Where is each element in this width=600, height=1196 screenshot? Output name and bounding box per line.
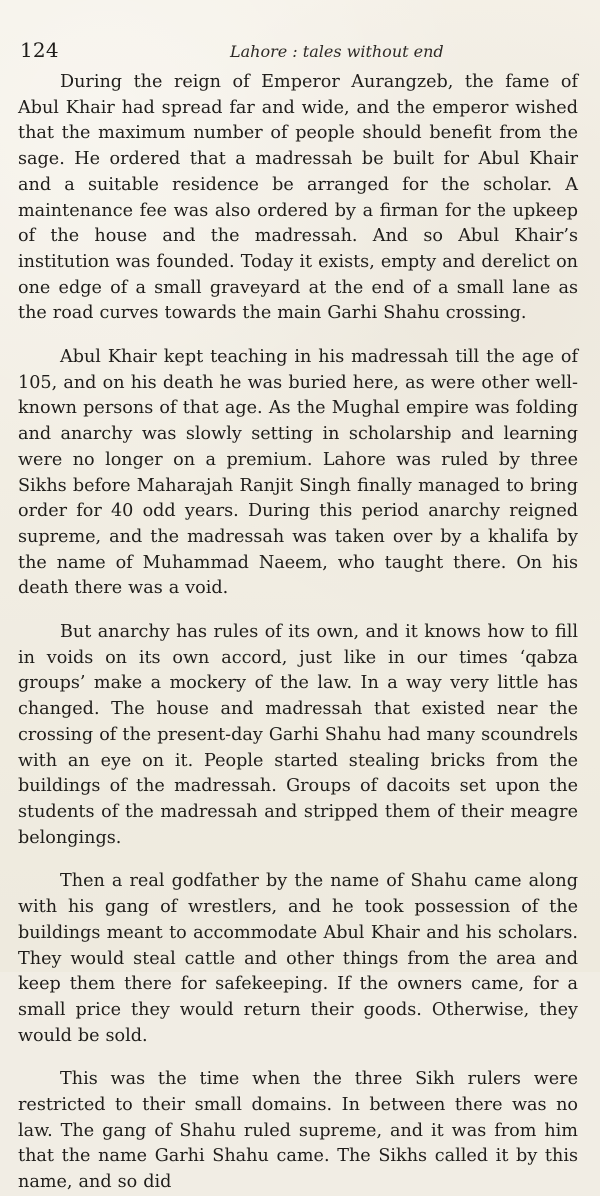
paragraph-3: But anarchy has rules of its own, and it knows how to fill in voids on its own accord, just like in our times ‘qabza groups’ make a mockery of the law. In a way very little has changed. The house and madressah that existed near the crossing of the present-day Garhi Shahu had many scoundrels with an eye on it. People started stealing bricks from the buildings of the madressah. Groups of dacoits set upon the students of the madressah and stripped them of their meagre belongings. bbox=[18, 622, 578, 848]
paragraph-5: This was the time when the three Sikh rulers were restricted to their small domains. In between there was no law. The gang of Shahu ruled supreme, and it was from him that the name Garhi Shahu came. The Sikhs called it by this name, and so did bbox=[18, 1069, 578, 1193]
paragraph-4: Then a real godfather by the name of Shahu came along with his gang of wrestlers, and he took possession of the buildings meant to accommodate Abul Khair and his scholars. They would steal cattle and other things from the area and keep them there for safekeeping. If the owners came, for a small price they would return their goods. Otherwise, they would be sold. bbox=[18, 871, 578, 1046]
running-head: Lahore : tales without end bbox=[230, 42, 444, 61]
page-number: 124 bbox=[20, 38, 59, 62]
page-content bbox=[18, 70, 578, 1196]
paragraph-2: Abul Khair kept teaching in his madressah till the age of 105, and on his death he was buried here, as were other well-known persons of that age. As the Mughal empire was folding and anarchy was slowly setting in scholarship and learning were no longer on a premium. Lahore was ruled by three Sikhs before Maharajah Ranjit Singh finally managed to bring order for 40 odd years. During this period anarchy reigned supreme, and the madressah was taken over by a khalifa by the name of Muhammad Naeem, who taught there. On his death there was a void. bbox=[18, 347, 578, 599]
page-header bbox=[20, 38, 578, 62]
paragraph-1: During the reign of Emperor Aurangzeb, the fame of Abul Khair had spread far and wide, and the emperor wished that the maximum number of people should benefit from the sage. He ordered that a madressah be built for Abul Khair and a suitable residence be arranged for the scholar. A maintenance fee was also ordered by a firman for the upkeep of the house and the madressah. And so Abul Khair’s institution was founded. Today it exists, empty and derelict on one edge of a small graveyard at the end of a small lane as the road curves towards the main Garhi Shahu crossing. bbox=[18, 72, 578, 324]
